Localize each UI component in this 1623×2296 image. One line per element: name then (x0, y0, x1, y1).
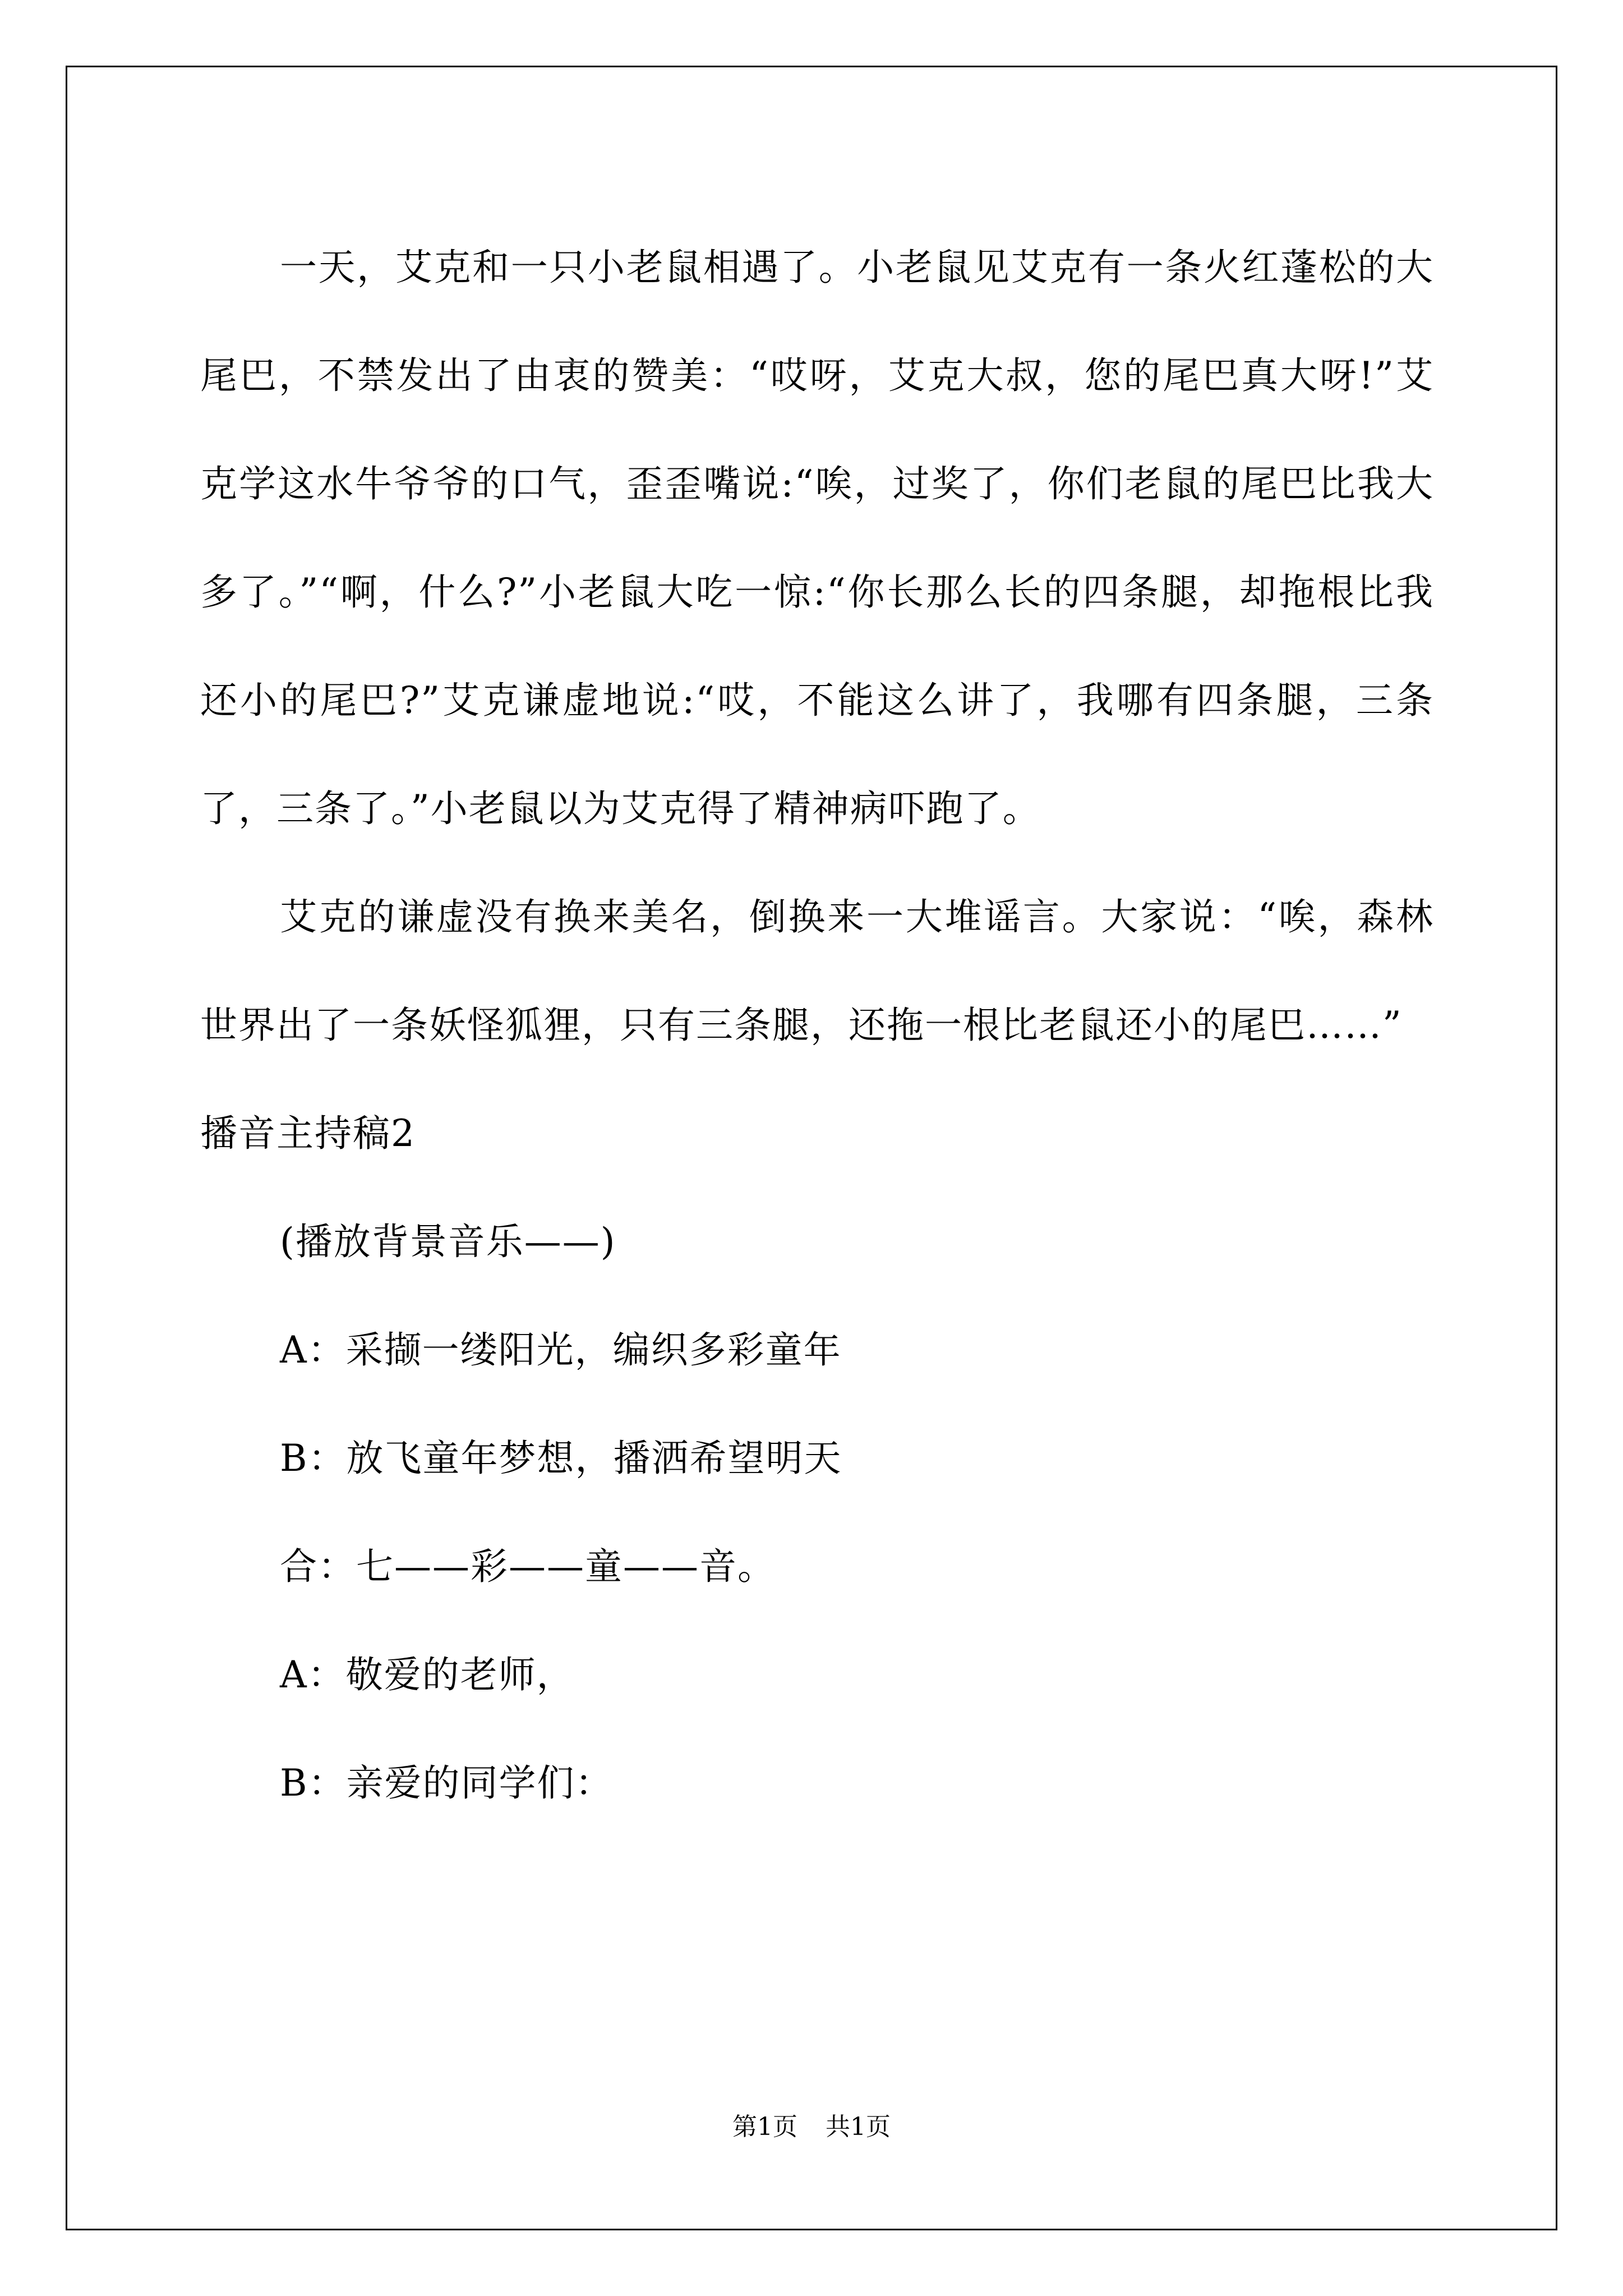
script-line-a2: A：敬爱的老师， (280, 1653, 575, 1696)
script-line-music: (播放背景音乐——) (280, 1220, 616, 1263)
page-number: 第1页 (732, 2113, 797, 2141)
section-heading: 播音主持稿2 (200, 1112, 416, 1155)
script-line-b2: B：亲爱的同学们： (280, 1761, 614, 1805)
story-paragraph-1: 一天，艾克和一只小老鼠相遇了。小老鼠见艾克有一条火红蓬松的大尾巴，不禁发出了由衷的赞美：“哎呀，艾克大叔，您的尾巴真大呀!”艾克学这水牛爷爷的口气，歪歪嘴说:“唉，过奖了，你们老鼠的尾巴比我大多了。”“啊，什么?”小老鼠大吃一惊:“你长那么长的四条腿，却拖根比我还小的尾巴?”艾克谦虚地说:“哎，不能这么讲了，我哪有四条腿，三条了，三条了。”小老鼠以为艾克得了精神病吓跑了。 (200, 246, 1434, 830)
document-body (200, 213, 1434, 1837)
script-line-together: 合：七——彩——童——音。 (280, 1545, 776, 1588)
page-footer (0, 2106, 1623, 2142)
page-total: 共1页 (826, 2113, 891, 2141)
script-line-b1: B：放飞童年梦想，播洒希望明天 (280, 1437, 842, 1480)
script-line-a1: A：采撷一缕阳光，编织多彩童年 (280, 1328, 842, 1372)
story-paragraph-2: 艾克的谦虚没有换来美名，倒换来一大堆谣言。大家说：“唉，森林世界出了一条妖怪狐狸，只有三条腿，还拖一根比老鼠还小的尾巴……” (200, 895, 1434, 1047)
